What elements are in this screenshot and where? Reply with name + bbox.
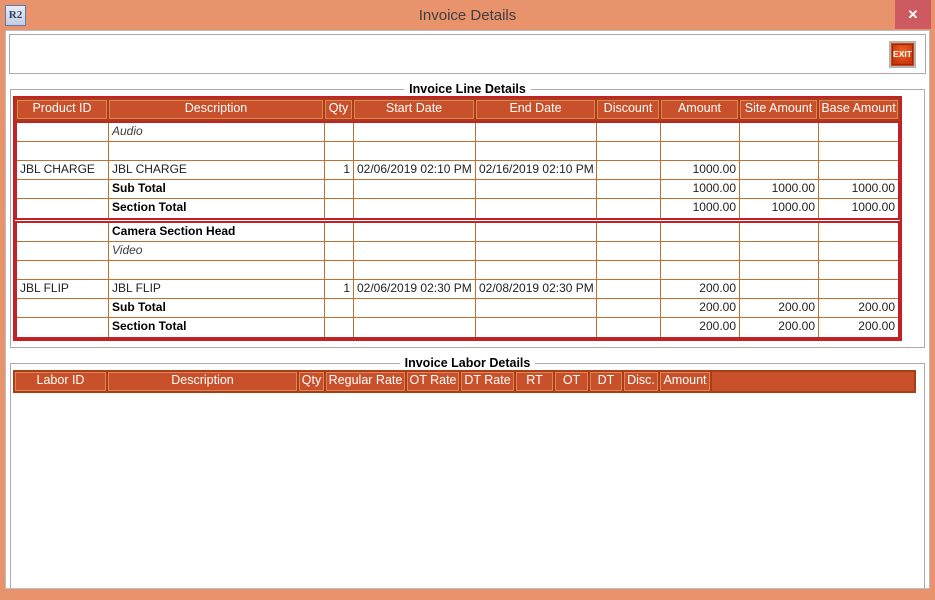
column-header: Qty — [325, 100, 352, 119]
table-cell — [819, 280, 898, 298]
table-cell — [354, 242, 476, 260]
table-row[interactable] — [17, 223, 898, 242]
table-cell — [597, 299, 661, 317]
table-cell: 200.00 — [740, 299, 819, 317]
table-cell: 1000.00 — [740, 180, 819, 198]
table-cell: 1 — [325, 280, 354, 298]
table-cell — [476, 123, 597, 141]
table-cell — [476, 261, 597, 279]
table-cell — [325, 261, 354, 279]
table-cell — [740, 123, 819, 141]
table-cell: 200.00 — [858, 300, 895, 314]
table-cell — [109, 142, 325, 160]
table-row[interactable] — [17, 280, 898, 299]
table-cell — [354, 299, 476, 317]
table-cell — [597, 242, 661, 260]
column-header: Description — [108, 372, 297, 391]
table-cell: 1000.00 — [851, 181, 895, 195]
column-header: Labor ID — [15, 372, 106, 391]
table-cell — [476, 180, 597, 198]
table-cell — [325, 199, 354, 218]
table-cell — [17, 261, 109, 279]
table-cell: Section Total — [109, 199, 325, 218]
table-cell — [740, 142, 819, 160]
exit-button-label: EXIT — [892, 44, 913, 65]
table-cell: Camera Section Head — [109, 223, 325, 241]
table-cell: 02/16/2019 02:10 PM — [476, 161, 597, 179]
table-row[interactable] — [17, 123, 898, 142]
table-cell: 1000.00 — [851, 200, 895, 214]
column-header: OT Rate — [407, 372, 459, 391]
table-cell — [354, 223, 476, 241]
invoice-line-details-table — [13, 96, 902, 341]
table-cell: JBL FLIP — [17, 280, 109, 298]
table-cell — [476, 242, 597, 260]
table-cell — [17, 242, 109, 260]
labor-table-header-row — [13, 370, 916, 393]
table-cell: 1000.00 — [661, 161, 740, 179]
column-header: Qty — [299, 372, 324, 391]
table-cell — [17, 223, 109, 241]
table-cell — [597, 261, 661, 279]
table-cell — [661, 223, 740, 241]
labor-table-body — [13, 393, 916, 589]
table-row[interactable] — [17, 318, 898, 337]
table-cell: Video — [109, 242, 325, 260]
table-cell: 02/06/2019 02:30 PM — [354, 280, 476, 298]
table-cell — [740, 242, 819, 260]
column-header: DT Rate — [461, 372, 514, 391]
table-cell — [597, 223, 661, 241]
column-header: Site Amount — [740, 100, 817, 119]
table-cell — [354, 142, 476, 160]
column-header: End Date — [476, 100, 595, 119]
table-cell — [17, 123, 109, 141]
table-cell — [661, 242, 740, 260]
table-cell — [597, 142, 661, 160]
table-cell: 1000.00 — [661, 180, 740, 198]
table-cell — [17, 299, 109, 317]
table-cell — [819, 261, 898, 279]
column-header: RT — [516, 372, 553, 391]
column-header: Regular Rate — [326, 372, 405, 391]
table-cell — [17, 180, 109, 198]
table-cell: JBL CHARGE — [17, 161, 109, 179]
table-cell — [740, 223, 819, 241]
table-cell — [597, 180, 661, 198]
toolbar — [9, 34, 926, 74]
table-cell — [325, 299, 354, 317]
table-cell — [597, 280, 661, 298]
column-header: Discount — [597, 100, 659, 119]
table-cell — [354, 199, 476, 218]
table-cell: 200.00 — [661, 299, 740, 317]
table-cell — [476, 299, 597, 317]
table-row[interactable] — [17, 261, 898, 280]
title-bar — [0, 0, 935, 30]
table-cell — [819, 242, 898, 260]
table-cell: JBL FLIP — [109, 280, 325, 298]
window-title: Invoice Details — [418, 6, 517, 24]
invoice-labor-details-group — [10, 356, 925, 589]
table-cell — [661, 261, 740, 279]
table-cell — [109, 261, 325, 279]
table-cell — [325, 242, 354, 260]
invoice-line-details-title: Invoice Line Details — [409, 82, 526, 96]
table-cell — [476, 199, 597, 218]
invoice-line-details-group — [10, 82, 925, 348]
table-cell — [819, 161, 898, 179]
table-row[interactable] — [17, 142, 898, 161]
exit-button[interactable] — [889, 41, 916, 68]
line-table-section-video — [15, 221, 900, 339]
invoice-labor-details-table — [13, 370, 916, 589]
table-cell — [17, 142, 109, 160]
table-cell — [819, 223, 898, 241]
table-cell — [354, 123, 476, 141]
table-cell: JBL CHARGE — [109, 161, 325, 179]
table-cell — [597, 161, 661, 179]
column-header: Amount — [660, 372, 710, 391]
table-row[interactable] — [17, 161, 898, 180]
column-header: OT — [555, 372, 588, 391]
table-cell: 1 — [325, 161, 354, 179]
table-cell — [661, 123, 740, 141]
client-area — [5, 30, 930, 589]
column-header: Amount — [661, 100, 738, 119]
table-cell — [597, 318, 661, 337]
table-row[interactable] — [17, 180, 898, 199]
table-cell — [740, 280, 819, 298]
column-header: Disc. — [624, 372, 658, 391]
table-cell: Sub Total — [109, 299, 325, 317]
table-cell — [354, 318, 476, 337]
table-cell — [476, 142, 597, 160]
column-header: Base Amount — [819, 100, 898, 119]
table-cell: 1000.00 — [661, 199, 740, 218]
table-cell: 1000.00 — [740, 199, 819, 218]
table-cell: Audio — [109, 123, 325, 141]
table-cell — [17, 318, 109, 337]
table-cell — [740, 261, 819, 279]
table-cell — [661, 142, 740, 160]
close-icon[interactable]: ✕ — [895, 0, 931, 29]
column-header: Start Date — [354, 100, 474, 119]
table-cell — [325, 123, 354, 141]
table-cell — [325, 223, 354, 241]
table-cell — [17, 199, 109, 218]
table-cell: 200.00 — [858, 319, 895, 333]
table-cell — [325, 318, 354, 337]
table-cell: 200.00 — [740, 318, 819, 337]
table-cell: Sub Total — [109, 180, 325, 198]
line-table-header-row — [15, 98, 900, 121]
invoice-labor-details-title: Invoice Labor Details — [404, 356, 531, 370]
line-table-section-audio — [15, 121, 900, 220]
table-cell — [476, 223, 597, 241]
column-header: Description — [109, 100, 323, 119]
table-cell: 200.00 — [661, 318, 740, 337]
table-cell — [325, 142, 354, 160]
table-row[interactable] — [17, 199, 898, 218]
table-cell: 200.00 — [661, 280, 740, 298]
table-cell — [597, 199, 661, 218]
table-cell — [740, 161, 819, 179]
table-cell — [325, 180, 354, 198]
table-cell: Section Total — [109, 318, 325, 337]
table-cell — [597, 123, 661, 141]
table-cell: 02/08/2019 02:30 PM — [476, 280, 597, 298]
table-row[interactable] — [17, 299, 898, 318]
table-cell — [354, 180, 476, 198]
table-cell — [819, 142, 898, 160]
app-logo-icon: R2 — [5, 5, 26, 26]
table-row[interactable] — [17, 242, 898, 261]
table-cell: 02/06/2019 02:10 PM — [354, 161, 476, 179]
column-header: Product ID — [17, 100, 107, 119]
table-cell — [354, 261, 476, 279]
column-header: DT — [590, 372, 622, 391]
table-cell — [476, 318, 597, 337]
table-cell — [819, 123, 898, 141]
